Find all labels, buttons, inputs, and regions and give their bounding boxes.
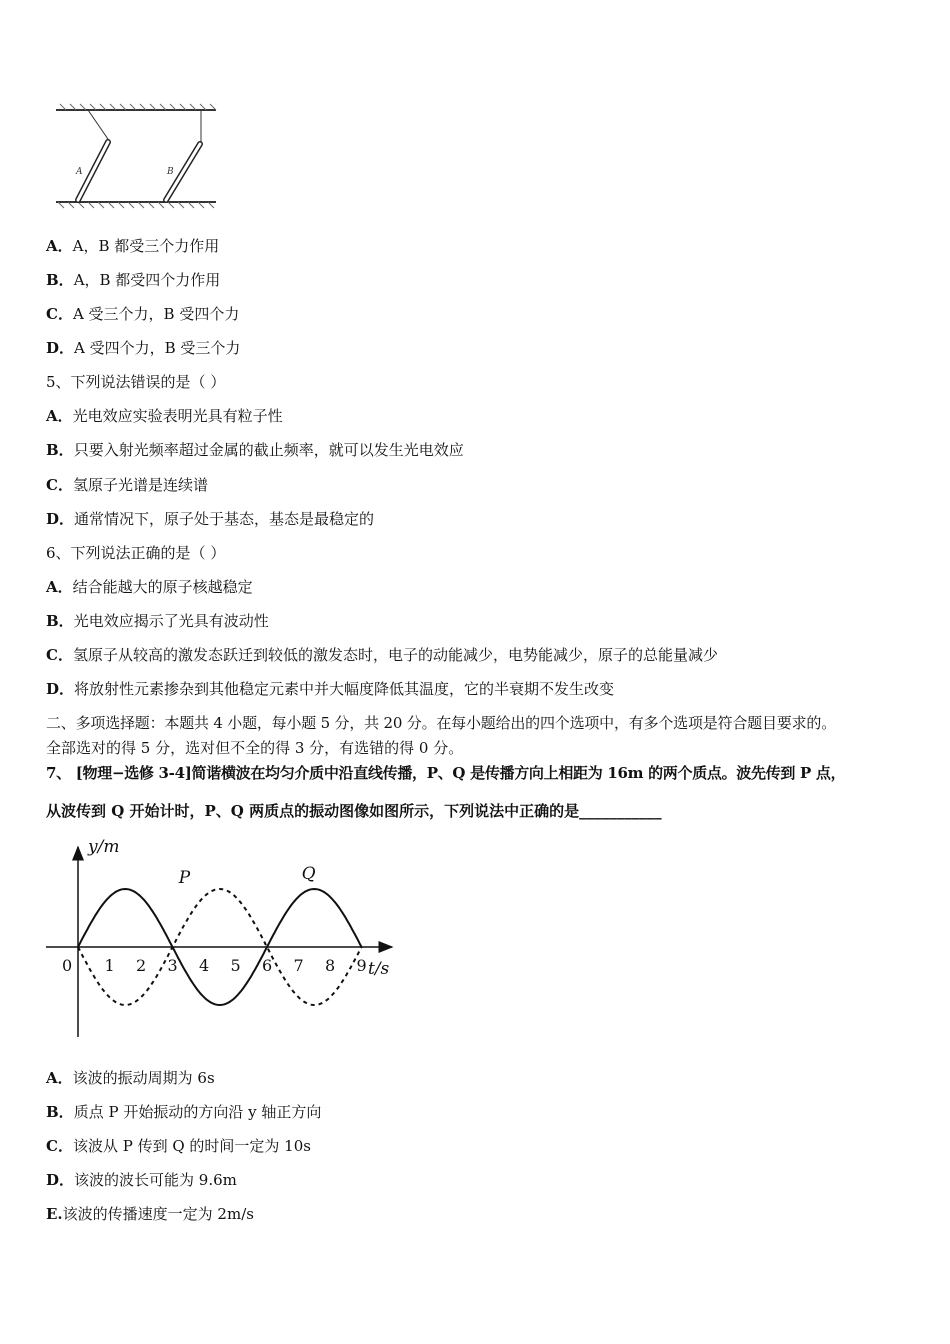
y-axis-label: y/m [88,837,120,857]
q6-option-b: B．光电效应揭示了光具有波动性 [46,612,269,630]
q7-option-e: E.该波的传播速度一定为 2m/s [46,1205,254,1223]
x-tick-label: 0 [62,956,73,975]
q5-option-d: D．通常情况下，原子处于基态，基态是最稳定的 [46,510,375,528]
q4-option-a: A．A，B 都受三个力作用 [46,237,220,255]
q7-stem-line2: 从波传到 Q 开始计时，P、Q 两质点的振动图像如图所示，下列说法中正确的是___________ [46,802,662,820]
x-tick-label: 1 [104,956,115,975]
q7-option-a: A．该波的振动周期为 6s [46,1069,215,1087]
q6-option-d: D．将放射性元素掺杂到其他稳定元素中并大幅度降低其温度，它的半衰期不发生改变 [46,680,615,698]
x-tick-label: 7 [293,956,304,975]
q6-option-c: C．氢原子从较高的激发态跃迁到较低的激发态时，电子的动能减少，电势能减少，原子的总能量减少 [46,646,718,664]
q6-stem: 6、下列说法正确的是（ ） [46,544,226,562]
rod-a [78,142,108,200]
q4-option-c: C．A 受三个力，B 受四个力 [46,305,240,323]
q4-option-b: B．A，B 都受四个力作用 [46,271,221,289]
section2-line1: 二、多项选择题：本题共 4 小题，每小题 5 分，共 20 分。在每小题给出的四个选项中，有多个选项是符合题目要求的。 [46,714,836,732]
rod-b-label: B [167,167,174,177]
x-tick-label: 4 [199,956,210,975]
x-tick-label: 8 [325,956,336,975]
q5-option-a: A．光电效应实验表明光具有粒子性 [46,407,283,425]
x-tick-label: 3 [167,956,178,975]
x-tick-label: 5 [230,956,241,975]
answer-blank: ___________ [579,802,662,820]
q5-stem: 5、下列说法错误的是（ ） [46,373,226,391]
rods-figure [50,100,240,215]
q4-option-d: D．A 受四个力，B 受三个力 [46,339,241,357]
q7-option-b: B．质点 P 开始振动的方向沿 y 轴正方向 [46,1103,322,1121]
x-axis-label: t/s [368,959,390,979]
x-tick-label: 2 [136,956,147,975]
vibration-chart [40,835,400,1045]
rod-a-label: A [76,167,83,177]
section2-line2: 全部选对的得 5 分，选对但不全的得 3 分，有选错的得 0 分。 [46,739,464,757]
x-tick-label: 6 [262,956,273,975]
q6-option-a: A．结合能越大的原子核越稳定 [46,578,253,596]
series-q-label: Q [301,864,316,884]
q5-option-c: C．氢原子光谱是连续谱 [46,476,208,494]
q7-option-c: C．该波从 P 传到 Q 的时间一定为 10s [46,1137,311,1155]
q7-option-d: D．该波的波长可能为 9.6m [46,1171,237,1189]
x-tick-label: 9 [356,956,367,975]
q5-option-b: B．只要入射光频率超过金属的截止频率，就可以发生光电效应 [46,441,464,459]
rod-a-string [88,110,110,142]
q7-stem-line1: 7、 [物理−选修 3-4]简谐横波在均匀介质中沿直线传播，P、Q 是传播方向上相距为 16m 的两个质点。波先传到 P 点， [46,764,846,782]
series-p-label: P [178,868,191,888]
